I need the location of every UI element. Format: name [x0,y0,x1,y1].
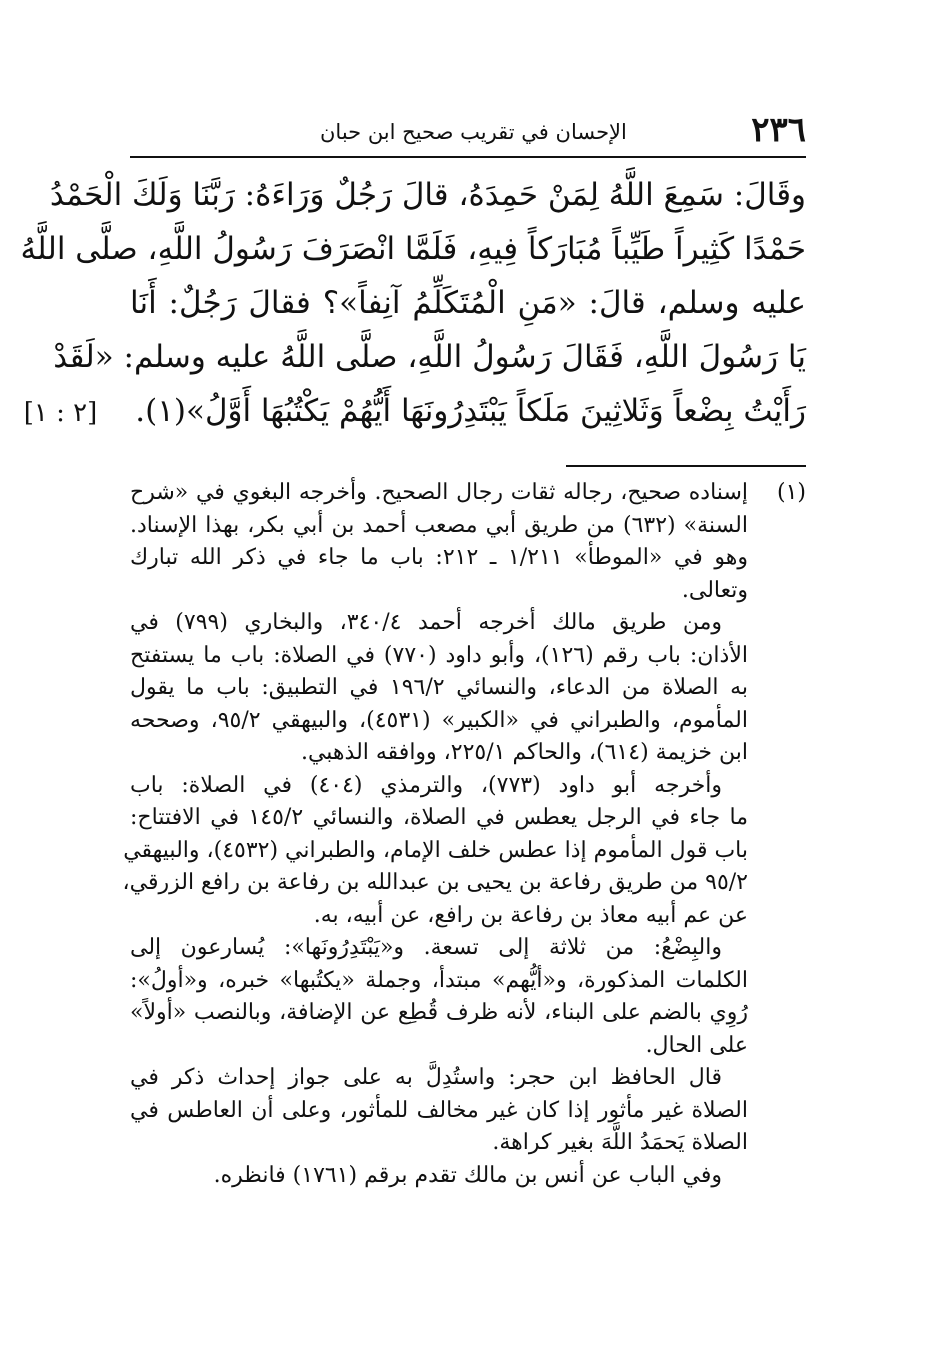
footnote-line: وهو في «الموطأ» ١/٢١١ ـ ٢١٢: باب ما جاء في ذكر الله تبارك [130,545,748,570]
footnote-line: وتعالى. [681,577,748,603]
hadith-line: وقَالَ: سَمِعَ اللَّهُ لِمَنْ حَمِدَهُ، قالَ رَجُلٌ وَرَاءَهُ: رَبَّنَا وَلَكَ الْحَمْدُ [49,177,806,213]
footnote-line: السنة» (٦٣٢) من طريق أبي مصعب أحمد بن أبي بكر، بهذا الإسناد. [130,512,748,538]
running-title: الإحسان في تقريب صحيح ابن حبان [320,120,627,144]
footnote-paragraph [130,477,806,607]
page-header [130,108,806,152]
footnote-line: وفي الباب عن أنس بن مالك تقدم برقم (١٧٦١) فانظره. [213,1162,722,1188]
footnote-line: الأذان: باب رقم (١٢٦)، وأبو داود (٧٧٠) في الصلاة: باب ما يستفتح [130,642,748,668]
hadith-text [20,168,806,438]
footnote-marker: (١) [776,480,806,505]
footnote-line: على الحال. [645,1032,748,1058]
page-number: ٢٣٦ [751,110,806,150]
footnote-line: الصلاة غير مأثور إذا كان غير مخالف للمأثور، وعلى أن العاطس في [130,1097,748,1123]
hadith-line: يَا رَسُولَ اللَّهِ، فَقَالَ رَسُولُ اللَّهِ، صلَّى اللَّهُ عليه وسلم: «لَقَدْ [53,339,806,375]
footnote-line: عن عم أبيه معاذ بن رفاعة بن رافع، عن أبيه، به. [313,902,748,928]
footnote-line: إسناده صحيح، رجاله ثقات رجال الصحيح. وأخرجه البغوي في «شرح [130,480,748,505]
footnote-paragraph [122,770,806,933]
footnote-paragraph [130,1160,806,1193]
footnote-line: الكلمات المذكورة، و«أيُّهم» مبتدأ، وجملة «يكتُبها» خبره، و«أولُ»: [130,967,748,993]
footnote-line: باب قول المأموم إذا عطس خلف الإمام، والطبراني (٤٥٣٢)، والبيهقي [123,837,748,863]
footnote-line: قال الحافظ ابن حجر: واستُدِلَّ به على جواز إحداث ذكر في [130,1065,722,1090]
footnote-line: ابن خزيمة (٦١٤)، والحاكم ٢٢٥/١، ووافقه الذهبي. [300,740,748,765]
footnote-paragraph [130,932,806,1062]
footnote-paragraph [130,607,806,770]
footnote-line: وأخرجه أبو داود (٧٧٣)، والترمذي (٤٠٤) في الصلاة: باب [130,772,722,798]
header-rule [130,156,806,158]
footnote-rule [566,465,806,467]
hadith-line: عليه وسلم، قالَ: «مَنِ الْمُتَكَلِّمُ آنِفاً»؟ فقالَ رَجُلٌ: أَنَا [130,285,806,321]
footnote-line: والبِضْعُ: من ثلاثة إلى تسعة. و«يَبْتَدِرُونَها»: يُسارعون إلى [130,935,722,960]
footnotes [122,477,806,1192]
footnote-line: رُوِي بالضم على البناء، لأنه ظرف قُطِع عن الإضافة، وبالنصب «أولاً» [130,1000,748,1025]
footnote-line: ما جاء في الرجل يعطس في الصلاة، والنسائي ١٤٥/٢ في الافتتاح: [130,805,748,830]
footnote-line: الصلاة يَحمَدُ اللَّهَ بغير كراهة. [492,1130,748,1155]
hadith-line [23,384,806,438]
footnote-line: ٩٥/٢ من طريق رفاعة بن يحيى بن عبدالله بن رفاعة بن رافع الزرقي، [122,870,748,895]
footnote-paragraph [130,1062,806,1160]
classification-reference: [٢ : ١] [23,398,98,428]
footnote-line: ومن طريق مالك أخرجه أحمد ٣٤٠/٤، والبخاري (٧٩٩) في [130,610,723,635]
footnote-line: به الصلاة من الدعاء، والنسائي ١٩٦/٢ في التطبيق: باب ما يقول [130,675,749,700]
footnote-line: المأموم، والطبراني في «الكبير» (٤٥٣١)، والبيهقي ٩٥/٢، وصححه [130,707,748,733]
hadith-line: حَمْدًا كَثِيراً طَيِّباً مُبَارَكاً فِيهِ، فَلَمَّا انْصَرَفَ رَسُولُ اللَّهِ، صلَّى اللَّهُ [20,231,806,267]
hadith-line-text: رَأَيْتُ بِضْعاً وَثَلاثِينَ مَلَكاً يَبْتَدِرُونَهَا أَيُّهُمْ يَكْتُبُهَا أَوَّلُ»(١). [135,393,806,429]
